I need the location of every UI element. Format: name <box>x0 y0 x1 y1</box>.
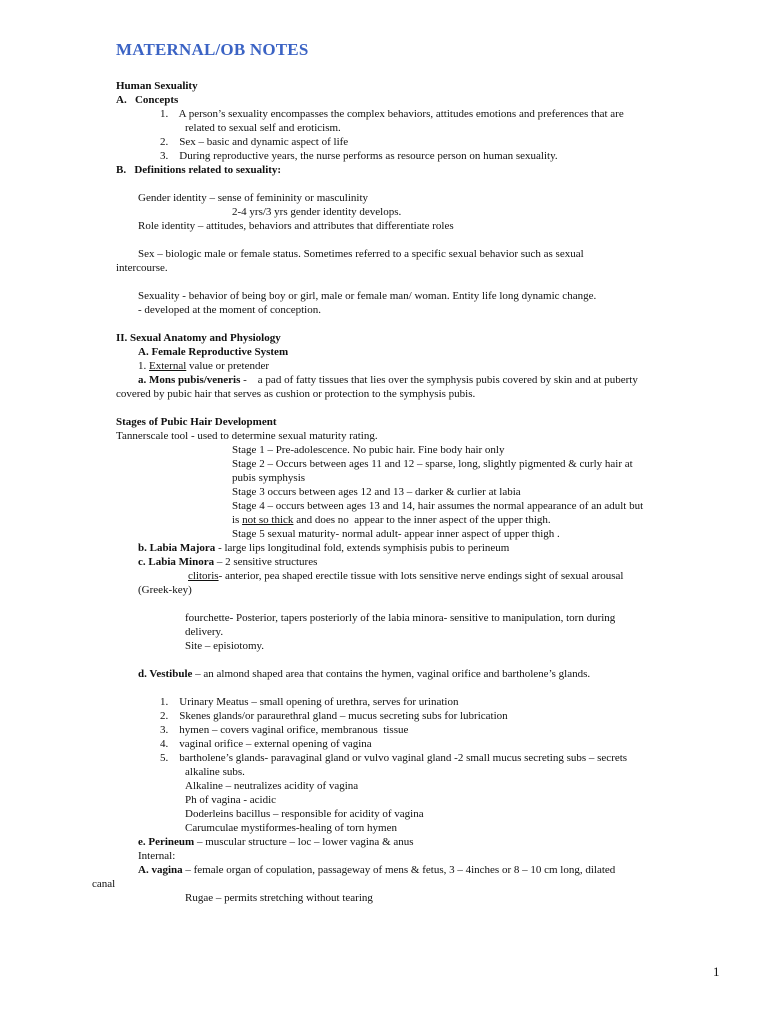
text-line <box>185 765 245 779</box>
text-span: covered by pubic hair that serves as cushion or protection to the symphysis pubis. <box>116 388 476 400</box>
text-span: Role identity – attitudes, behaviors and attributes that differentiate roles <box>138 220 454 232</box>
text-span: – 2 sensitive structures <box>214 556 318 568</box>
text-line <box>116 163 281 177</box>
text-line <box>160 709 508 723</box>
text-line <box>232 527 560 541</box>
text-line <box>160 695 458 709</box>
text-line <box>138 555 317 569</box>
text-line <box>138 345 288 359</box>
text-line <box>116 415 277 429</box>
text-span: 1. Urinary Meatus – small opening of urethra, serves for urination <box>160 696 459 708</box>
text-span: (Greek-key) <box>138 584 192 596</box>
text-line <box>138 541 509 555</box>
text-line <box>232 513 551 527</box>
text-span: c. Labia Minora <box>138 556 215 568</box>
text-span: Stage 3 occurs between ages 12 and 13 – darker & curlier at labia <box>232 486 521 498</box>
text-span: and does no appear to the inner aspect of the upper thigh. <box>293 514 551 526</box>
text-line <box>160 737 372 751</box>
text-line <box>138 863 615 877</box>
text-line <box>138 667 590 681</box>
text-span: 5. bartholene’s glands- paravaginal gland or vulvo vaginal gland -2 small mucus secreting subs – secrets <box>160 752 628 764</box>
text-line <box>160 107 624 121</box>
text-line <box>138 191 368 205</box>
text-span: fourchette- Posterior, tapers posteriorly of the labia minora- sensitive to manipulation, torn during <box>185 612 616 624</box>
text-line <box>185 891 373 905</box>
text-span: A. vagina <box>138 864 183 876</box>
text-span: Stage 4 – occurs between ages 13 and 14, hair assumes the normal appearance of an adult but <box>232 500 644 512</box>
text-span: alkaline subs. <box>185 766 245 778</box>
text-line <box>92 877 115 891</box>
text-line <box>138 303 321 317</box>
text-span: pubis symphysis <box>232 472 306 484</box>
text-span: Sexuality - behavior of being boy or girl, male or female man/ woman. Entity life long dynamic change. <box>138 290 597 302</box>
text-span: Stage 2 – Occurs between ages 11 and 12 – sparse, long, slightly pigmented & curly hair at <box>232 458 633 470</box>
text-span: A. Concepts <box>116 94 179 106</box>
text-span: Stage 5 sexual maturity- normal adult- appear inner aspect of upper thigh . <box>232 528 560 540</box>
text-span: Internal: <box>138 850 176 862</box>
text-span: Tannerscale tool - used to determine sexual maturity rating. <box>116 430 378 442</box>
text-line <box>116 79 198 93</box>
text-line <box>185 121 341 135</box>
text-span: 3. hymen – covers vaginal orifice, membranous tissue <box>160 724 409 736</box>
text-span: 4. vaginal orifice – external opening of vagina <box>160 738 372 750</box>
text-span: Carumculae mystiformes-healing of torn hymen <box>185 822 397 834</box>
text-span: 1. <box>138 360 149 372</box>
text-span: Ph of vagina - acidic <box>185 794 277 806</box>
text-span: 2. Skenes glands/or paraurethral gland – mucus secreting subs for lubrication <box>160 710 508 722</box>
text-span: Site – episiotomy. <box>185 640 265 652</box>
text-line <box>138 583 192 597</box>
text-line <box>232 471 305 485</box>
text-line <box>138 835 414 849</box>
text-span: a. Mons pubis/veneris <box>138 374 241 386</box>
text-span: Stage 1 – Pre-adolescence. No pubic hair. Fine body hair only <box>232 444 505 456</box>
text-line <box>232 485 521 499</box>
text-line <box>116 387 475 401</box>
text-span: value or pretender <box>186 360 270 372</box>
text-span: Gender identity – sense of femininity or masculinity <box>138 192 369 204</box>
text-span: – muscular structure – loc – lower vagina & anus <box>194 836 414 848</box>
text-span: e. Perineum <box>138 836 195 848</box>
text-span: is <box>232 514 243 526</box>
text-line <box>160 723 408 737</box>
text-span: 2. Sex – basic and dynamic aspect of life <box>160 136 349 148</box>
text-line <box>185 793 276 807</box>
text-line <box>160 135 348 149</box>
text-span: d. Vestibule <box>138 668 193 680</box>
text-line <box>116 429 378 443</box>
text-span: – female organ of copulation, passageway of mens & fetus, 3 – 4inches or 8 – 10 cm long, dilated <box>182 864 616 876</box>
text-span: Doderleins bacillus – responsible for acidity of vagina <box>185 808 424 820</box>
text-line <box>138 849 175 863</box>
text-line <box>185 779 358 793</box>
text-span: A. Female Reproductive System <box>138 346 289 358</box>
text-span: Rugae – permits stretching without tearing <box>185 892 373 904</box>
text-span: - anterior, pea shaped erectile tissue with lots sensitive nerve endings sight of sexual arousal <box>218 570 624 582</box>
text-line <box>185 639 264 653</box>
text-line <box>116 261 168 275</box>
text-span: - developed at the moment of conception. <box>138 304 321 316</box>
text-line <box>116 331 281 345</box>
text-span: Stages of Pubic Hair Development <box>116 416 277 428</box>
text-span: B. Definitions related to sexuality: <box>116 164 282 176</box>
text-span: Sex – biologic male or female status. Sometimes referred to a specific sexual behavior such as sexual <box>138 248 584 260</box>
text-line <box>116 93 178 107</box>
page-title: MATERNAL/OB NOTES <box>116 40 309 59</box>
text-span: related to sexual self and eroticism. <box>185 122 341 134</box>
text-line <box>185 625 223 639</box>
text-line <box>185 611 615 625</box>
text-line <box>160 149 558 163</box>
text-line <box>232 499 643 513</box>
text-line <box>138 289 596 303</box>
text-span: 2-4 yrs/3 yrs gender identity develops. <box>232 206 402 218</box>
text-span: delivery. <box>185 626 224 638</box>
text-span: not so thick <box>242 514 294 526</box>
text-span: clitoris <box>188 570 219 582</box>
page-number: 1 <box>713 964 720 979</box>
text-span: – an almond shaped area that contains the hymen, vaginal orifice and bartholene’s glands. <box>192 668 591 680</box>
text-span: Human Sexuality <box>116 80 198 92</box>
text-span: 3. During reproductive years, the nurse performs as resource person on human sexuality. <box>160 150 558 162</box>
text-span: intercourse. <box>116 262 168 274</box>
text-line <box>232 457 633 471</box>
text-line <box>185 821 397 835</box>
text-span: External <box>149 360 187 372</box>
text-span: 1. A person’s sexuality encompasses the complex behaviors, attitudes emotions and preferences that are <box>160 108 624 120</box>
text-span: Alkaline – neutralizes acidity of vagina <box>185 780 359 792</box>
text-line <box>138 359 269 373</box>
text-span: b. Labia Majora <box>138 542 216 554</box>
text-line <box>185 807 424 821</box>
text-line <box>232 205 401 219</box>
text-span: II. Sexual Anatomy and Physiology <box>116 332 281 344</box>
text-span: - a pad of fatty tissues that lies over the symphysis pubis covered by skin and at puberty <box>240 374 638 386</box>
text-line <box>188 569 623 583</box>
text-line <box>138 373 638 387</box>
text-line <box>138 247 584 261</box>
text-line <box>232 443 505 457</box>
text-span: canal <box>92 878 116 890</box>
text-line <box>160 751 627 765</box>
text-line <box>138 219 454 233</box>
text-span: - large lips longitudinal fold, extends symphisis pubis to perineum <box>215 542 510 554</box>
